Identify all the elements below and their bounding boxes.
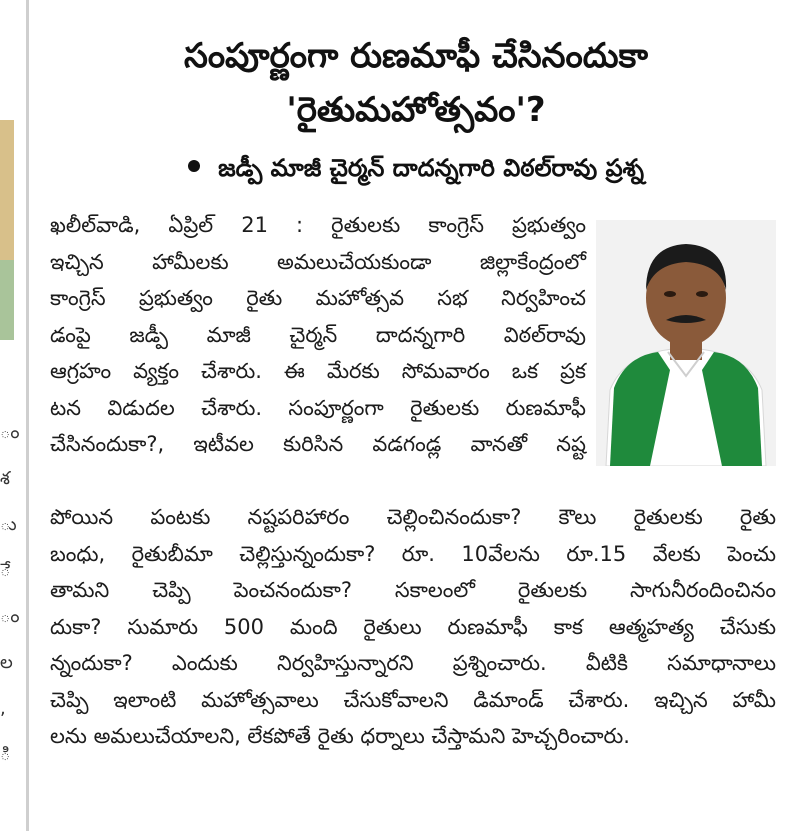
portrait-photo — [596, 220, 776, 466]
body-line: బంధు, రైతుబీమా చెల్లిస్తున్నందుకా? రూ. 10వేలను రూ.15 వేలకు పెంచు — [50, 541, 776, 566]
body-line: చెప్పి ఇలాంటి మహోత్సవాలు చేసుకోవాలని డిమాండ్ చేశారు. ఇచ్చిన హామీ — [50, 687, 776, 712]
subheadline-text: జడ్పీ మాజీ చైర్మన్ దాదన్నగారి విఠల్‌రావు ప్రశ్న — [218, 154, 644, 182]
body-line: చేసినందుకా?, ఇటీవల కురిసిన వడగండ్ల వానతో నష్ట — [50, 432, 586, 456]
adjacent-glyph: , — [0, 698, 6, 719]
body-line: కాంగ్రెస్ ప్రభుత్వం రైతు మహోత్సవ సభ నిర్వహించ — [50, 286, 586, 310]
body-line: దుకా? సుమారు 500 మంది రైతులు రుణమాఫీ కాక ఆత్మహత్య చేసుకు — [50, 614, 776, 639]
news-article — [40, 0, 792, 831]
body-line: టన విడుదల చేశారు. సంపూర్ణంగా రైతులకు రుణమాఫీ — [50, 395, 586, 420]
article-body-full — [50, 499, 776, 755]
body-line: ఇచ్చిన హామీలకు అమలుచేయకుండా జిల్లాకేంద్రంలో — [50, 249, 586, 274]
body-line: ఆగ్రహం వ్యక్తం చేశారు. ఈ మేరకు సోమవారం ఒక ప్రక — [50, 359, 586, 383]
adjacent-image-edge — [0, 120, 14, 260]
subheadline — [40, 150, 792, 186]
headline-line-2: 'రైతుమహోత్సవం'? — [286, 90, 546, 130]
body-line: లను అమలుచేయాలని, లేకపోతే రైతు ధర్నాలు చేస్తామని హెచ్చరించారు. — [50, 724, 630, 748]
adjacent-glyph: ు — [0, 514, 17, 535]
adjacent-glyph: ే — [0, 560, 11, 581]
adjacent-glyph: ం — [0, 606, 20, 627]
adjacent-glyph: ం — [0, 422, 20, 443]
column-divider — [26, 0, 29, 831]
adjacent-glyph: ల — [0, 652, 13, 673]
headline-line-1: సంపూర్ణంగా రుణమాఫీ చేసినందుకా — [183, 36, 649, 76]
photo-eye-left — [664, 291, 676, 297]
article-body-wrapped — [50, 207, 586, 463]
portrait-illustration — [596, 220, 776, 466]
adjacent-column-glyphs — [0, 410, 22, 778]
body-line: డంపై జడ్పీ మాజీ చైర్మన్ దాదన్నగారి విఠల్‌రావు — [50, 322, 586, 347]
adjacent-image-edge-lower — [0, 260, 14, 340]
body-line: తామని చెప్పి పెంచనందుకా? సకాలంలో రైతులకు సాగునీరందించినం — [50, 578, 776, 602]
body-line: పోయిన పంటకు నష్టపరిహారం చెల్లించినందుకా? కౌలు రైతులకు రైతు — [50, 505, 776, 529]
adjacent-glyph: ి — [0, 744, 11, 765]
adjacent-glyph: శ — [0, 468, 10, 489]
photo-eye-right — [696, 291, 708, 297]
body-line: న్నందుకా? ఎందుకు నిర్వహిస్తున్నారని ప్రశ్నించారు. వీటికి సమాధానాలు — [50, 651, 776, 675]
bullet-icon — [188, 160, 200, 172]
body-line: ఖలీల్‌వాడి, ఏప్రిల్ 21 : రైతులకు కాంగ్రెస్ ప్రభుత్వం — [50, 213, 586, 237]
